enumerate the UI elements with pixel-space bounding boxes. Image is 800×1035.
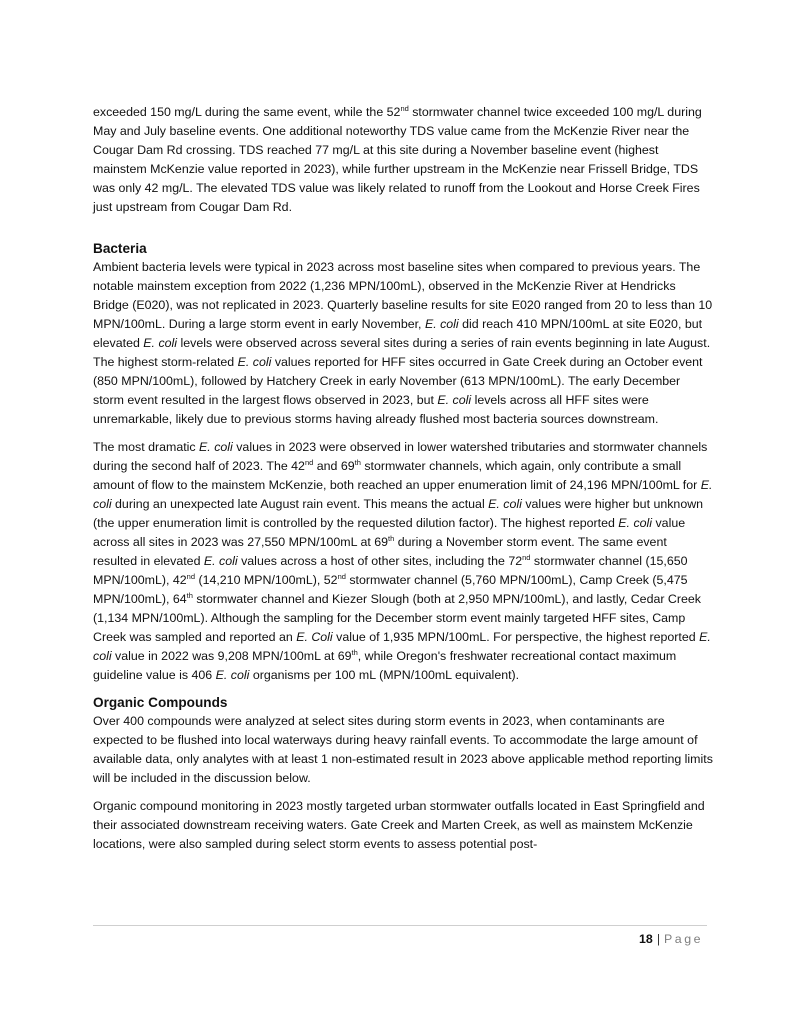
bacteria-heading: Bacteria [93, 241, 147, 256]
page-label: Page [664, 932, 703, 946]
footer-separator: | [656, 932, 661, 946]
page-footer [639, 930, 703, 949]
page-number: 18 [639, 932, 653, 946]
organic-paragraph-2: Organic compound monitoring in 2023 mostly targeted urban stormwater outfalls located in East Springfield and their associated downstream receiving waters. Gate Creek and Marten Creek, as well as mainstem McKenzie locations, were also sampled during select storm events to assess potential post- [93, 799, 705, 851]
footer-divider [93, 925, 707, 926]
bacteria-paragraph-2: The most dramatic E. coli values in 2023 were observed in lower watershed tributaries and stormwater channels during the second half of 2023. The 42nd and 69th stormwater channels, which again, only contribute a small amount of flow to the mainstem McKenzie, both reached an upper enumeration limit of 24,196 MPN/100mL for E. coli during an unexpected late August rain event. This means the actual E. coli values were higher but unknown (the upper enumeration limit is controlled by the requested dilution factor). The highest reported E. coli value across all sites in 2023 was 27,550 MPN/100mL at 69th during a November storm event. The same event resulted in elevated E. coli values across a host of other sites, including the 72nd stormwater channel (15,650 MPN/100mL), 42nd (14,210 MPN/100mL), 52nd stormwater channel (5,760 MPN/100mL), Camp Creek (5,475 MPN/100mL), 64th stormwater channel and Kiezer Slough (both at 2,950 MPN/100mL), and lastly, Cedar Creek (1,134 MPN/100mL). Although the sampling for the December storm event mainly targeted HFF sites, Camp Creek was sampled and reported an E. Coli value of 1,935 MPN/100mL. For perspective, the highest reported E. coli value in 2022 was 9,208 MPN/100mL at 69th, while Oregon's freshwater recreational contact maximum guideline value is 406 E. coli organisms per 100 mL (MPN/100mL equivalent). [93, 440, 713, 682]
page-content [93, 103, 713, 854]
organic-paragraph-1: Over 400 compounds were analyzed at select sites during storm events in 2023, when contaminants are expected to be flushed into local waterways during heavy rainfall events. To accommodate the large amount of available data, only analytes with at least 1 non-estimated result in 2023 above applicable method reporting limits will be included in the discussion below. [93, 714, 713, 785]
organic-compounds-heading: Organic Compounds [93, 695, 228, 710]
bacteria-paragraph-1: Ambient bacteria levels were typical in 2023 across most baseline sites when compared to previous years. The notable mainstem exception from 2022 (1,236 MPN/100mL), observed in the McKenzie River at Hendricks Bridge (E020), was not replicated in 2023. Quarterly baseline results for site E020 ranged from 20 to less than 10 MPN/100mL. During a large storm event in early November, E. coli did reach 410 MPN/100mL at site E020, but elevated E. coli levels were observed across several sites during a series of rain events beginning in late August. The highest storm-related E. coli values reported for HFF sites occurred in Gate Creek during an October event (850 MPN/100mL), followed by Hatchery Creek in early November (613 MPN/100mL). The early December storm event resulted in the largest flows observed in 2023, but E. coli levels across all HFF sites were unremarkable, likely due to previous storms having already flushed most bacteria sources downstream. [93, 260, 713, 426]
tds-paragraph: exceeded 150 mg/L during the same event, while the 52nd stormwater channel twice exceeded 100 mg/L during May and July baseline events. One additional noteworthy TDS value came from the McKenzie River near the Cougar Dam Rd crossing. TDS reached 77 mg/L at this site during a November baseline event (highest mainstem McKenzie value reported in 2023), while further upstream in the McKenzie near Frissell Bridge, TDS was only 42 mg/L. The elevated TDS value was likely related to runoff from the Lookout and Horse Creek Fires just upstream from Cougar Dam Rd. [93, 104, 702, 214]
